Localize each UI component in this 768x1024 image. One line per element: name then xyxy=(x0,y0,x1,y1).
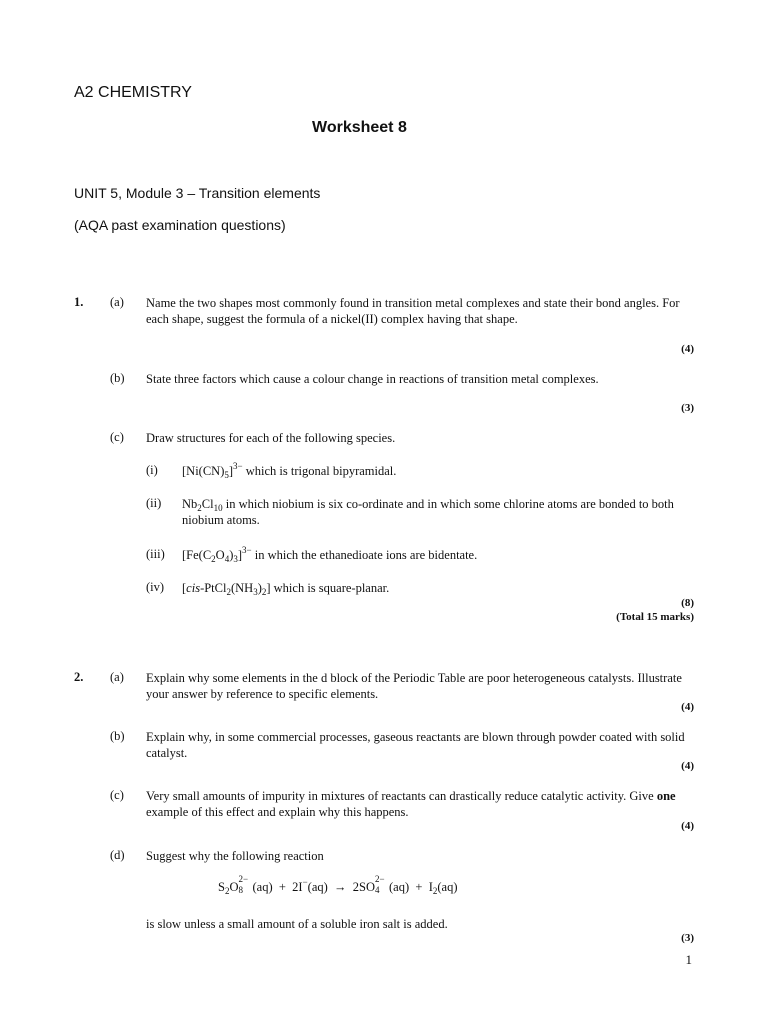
page-number: 1 xyxy=(685,952,692,967)
q2-part-b-label: (b) xyxy=(110,729,125,743)
q1-part-a-text: Name the two shapes most commonly found in transition metal complexes and state their bond angles. For each shape, suggest the formula of a nickel(II) complex having that shape. xyxy=(146,296,680,326)
q1-part-b-label: (b) xyxy=(110,371,125,385)
q1-total-marks: (Total 15 marks) xyxy=(616,611,694,623)
q1-c-i-text: $[Ni(CN)_5]^{3-}$ which is trigonal bipyramidal. xyxy=(182,461,397,480)
q2-part-c-label: (c) xyxy=(110,788,124,802)
q2-part-b-marks: (4) xyxy=(681,760,694,772)
course-title: A2 CHEMISTRY xyxy=(74,84,192,101)
source-note: (AQA past examination questions) xyxy=(74,217,286,233)
q2-part-d-marks: (3) xyxy=(681,932,694,944)
q1-part-a-marks: (4) xyxy=(681,343,694,355)
formula-cis-ptcl2nh32: $[cis-PtCl_2(NH_3)_2]$ xyxy=(182,581,271,597)
question-2-number: 2. xyxy=(74,670,84,684)
q1-part-c-label: (c) xyxy=(110,430,124,444)
q2-part-b-text: Explain why, in some commercial processes, gaseous reactants are blown through powder coated with solid catalyst. xyxy=(146,730,685,760)
q1-c-iv-text: $[cis-PtCl_2(NH_3)_2]$ which is square-planar. xyxy=(182,581,390,597)
q1-part-b-text: State three factors which cause a colour change in reactions of transition metal complexes. xyxy=(146,372,599,386)
reaction-equation: $S_2O$ 2− 8 (aq) + 2I−(aq) → 2SO 2− 4 $(aq) + I_2(aq)$ xyxy=(218,874,458,896)
q2-part-a-marks: (4) xyxy=(681,701,694,713)
formula-nb2cl10: $Nb_2Cl_{10}$ xyxy=(182,497,223,513)
question-1-number: 1. xyxy=(74,295,84,309)
q2-part-a-label: (a) xyxy=(110,670,124,684)
q1-c-ii-text: $Nb_2Cl_{10}$ in which niobium is six co-ordinate and in which some chlorine atoms are bonded to both niobium atoms. xyxy=(182,497,674,527)
q1-part-a-label: (a) xyxy=(110,295,124,309)
q1-part-b-marks: (3) xyxy=(681,402,694,414)
q2-part-d-label: (d) xyxy=(110,848,125,862)
q2-part-d-text: Suggest why the following reaction xyxy=(146,849,324,863)
unit-heading: UNIT 5, Module 3 – Transition elements xyxy=(74,185,321,201)
q1-c-iv-label: (iv) xyxy=(146,580,165,594)
q1-c-iii-label: (iii) xyxy=(146,547,165,561)
q2-part-c-text: Very small amounts of impurity in mixtures of reactants can drastically reduce catalytic activity. Give one example of this effect and explain why this happens. xyxy=(146,789,676,819)
emphasis-one: one xyxy=(656,789,676,803)
q2-part-d-followup: is slow unless a small amount of a soluble iron salt is added. xyxy=(146,917,448,931)
formula-fe-c2o4: $[Fe(C_2O_4)_3]^{3-}$ xyxy=(182,545,252,564)
worksheet-title: Worksheet 8 xyxy=(312,119,407,136)
q2-part-c-marks: (4) xyxy=(681,820,694,832)
q1-part-c-marks: (8) xyxy=(681,597,694,609)
formula-ni-cn5: $[Ni(CN)_5]^{3-}$ xyxy=(182,461,243,480)
q1-c-iii-text: $[Fe(C_2O_4)_3]^{3-}$ in which the ethanedioate ions are bidentate. xyxy=(182,545,478,564)
q1-part-c-text: Draw structures for each of the following species. xyxy=(146,431,396,445)
q2-part-a-text: Explain why some elements in the d block of the Periodic Table are poor heterogeneous catalysts. Illustrate your answer by reference to specific elements. xyxy=(146,671,682,701)
q1-c-i-label: (i) xyxy=(146,463,158,477)
q1-c-ii-label: (ii) xyxy=(146,496,162,510)
